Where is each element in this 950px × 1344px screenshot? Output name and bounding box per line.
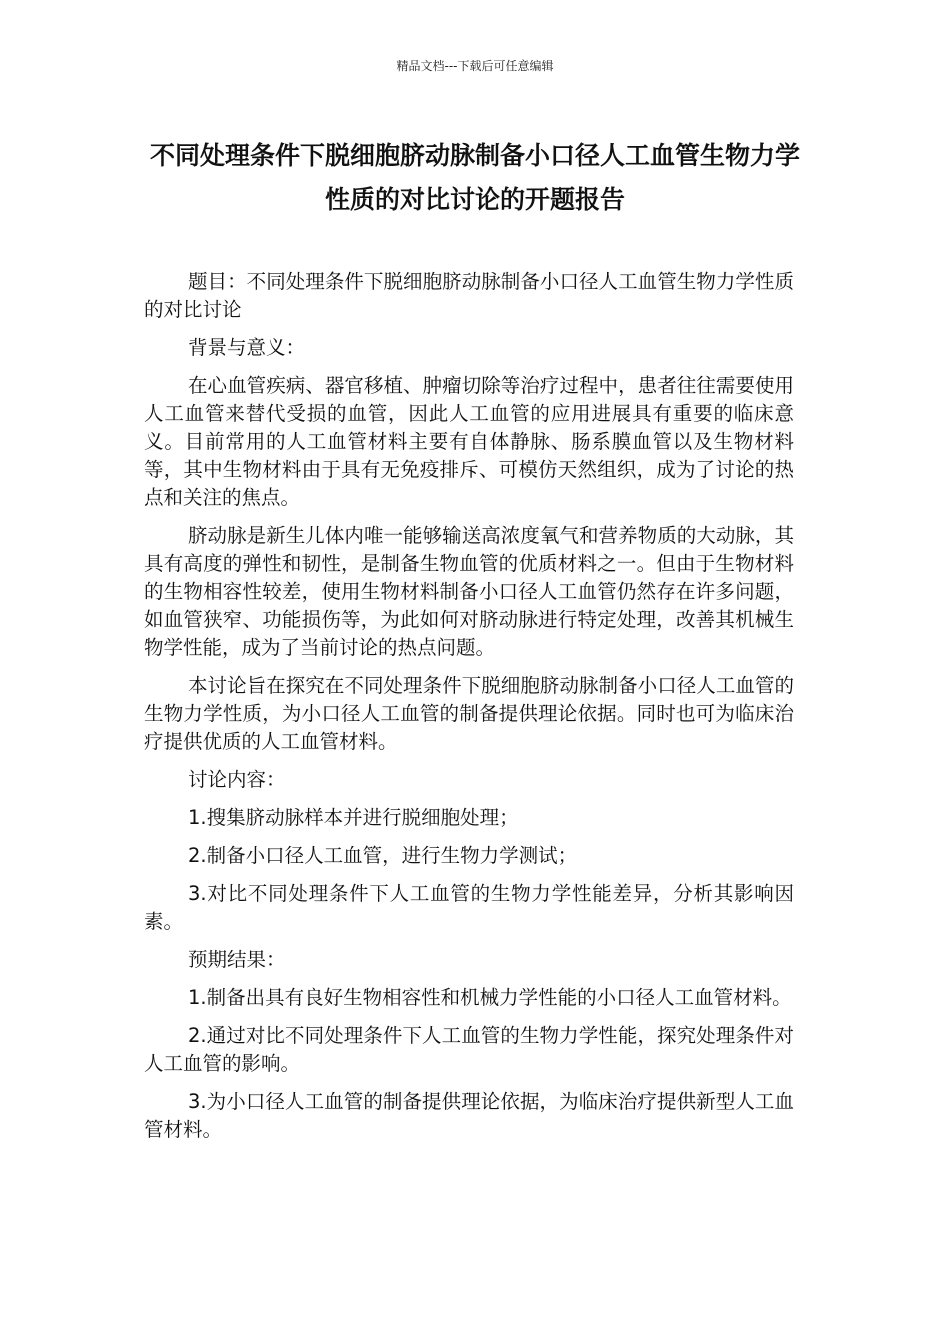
content-item-1: 1.搜集脐动脉样本并进行脱细胞处理； [188, 806, 519, 829]
results-heading: 预期结果： [188, 948, 286, 971]
document-body [144, 268, 794, 1154]
results-item-3: 3.为小口径人工血管的制备提供理论依据，为临床治疗提供新型人工血管材料。 [144, 1090, 794, 1141]
topic-paragraph: 题目：不同处理条件下脱细胞脐动脉制备小口径人工血管生物力学性质的对比讨论 [144, 270, 794, 321]
content-heading: 讨论内容： [188, 768, 286, 791]
background-paragraph-1: 在心血管疾病、器官移植、肿瘤切除等治疗过程中，患者往往需要使用人工血管来替代受损的血管，因此人工血管的应用进展具有重要的临床意义。目前常用的人工血管材料主要有自体静脉、肠系膜血管以及生物材料等，其中生物材料由于具有无免疫排斥、可模仿天然组织，成为了讨论的热点和关注的焦点。 [144, 374, 794, 509]
content-item-2: 2.制备小口径人工血管，进行生物力学测试； [188, 844, 578, 867]
content-item-3: 3.对比不同处理条件下人工血管的生物力学性能差异，分析其影响因素。 [144, 882, 794, 933]
background-paragraph-2: 脐动脉是新生儿体内唯一能够输送高浓度氧气和营养物质的大动脉，其具有高度的弹性和韧性，是制备生物血管的优质材料之一。但由于生物材料的生物相容性较差，使用生物材料制备小口径人工血管仍然存在许多问题，如血管狭窄、功能损伤等，为此如何对脐动脉进行特定处理，改善其机械生物学性能，成为了当前讨论的热点问题。 [144, 524, 794, 659]
document-title: 不同处理条件下脱细胞脐动脉制备小口径人工血管生物力学性质的对比讨论的开题报告 [149, 141, 800, 214]
background-heading: 背景与意义： [188, 336, 306, 359]
background-paragraph-3: 本讨论旨在探究在不同处理条件下脱细胞脐动脉制备小口径人工血管的生物力学性质，为小口径人工血管的制备提供理论依据。同时也可为临床治疗提供优质的人工血管材料。 [144, 674, 794, 753]
results-item-2: 2.通过对比不同处理条件下人工血管的生物力学性能，探究处理条件对人工血管的影响。 [144, 1024, 794, 1075]
results-item-1: 1.制备出具有良好生物相容性和机械力学性能的小口径人工血管材料。 [188, 986, 792, 1009]
page-header: 精品文档---下载后可任意编辑 [396, 59, 554, 73]
